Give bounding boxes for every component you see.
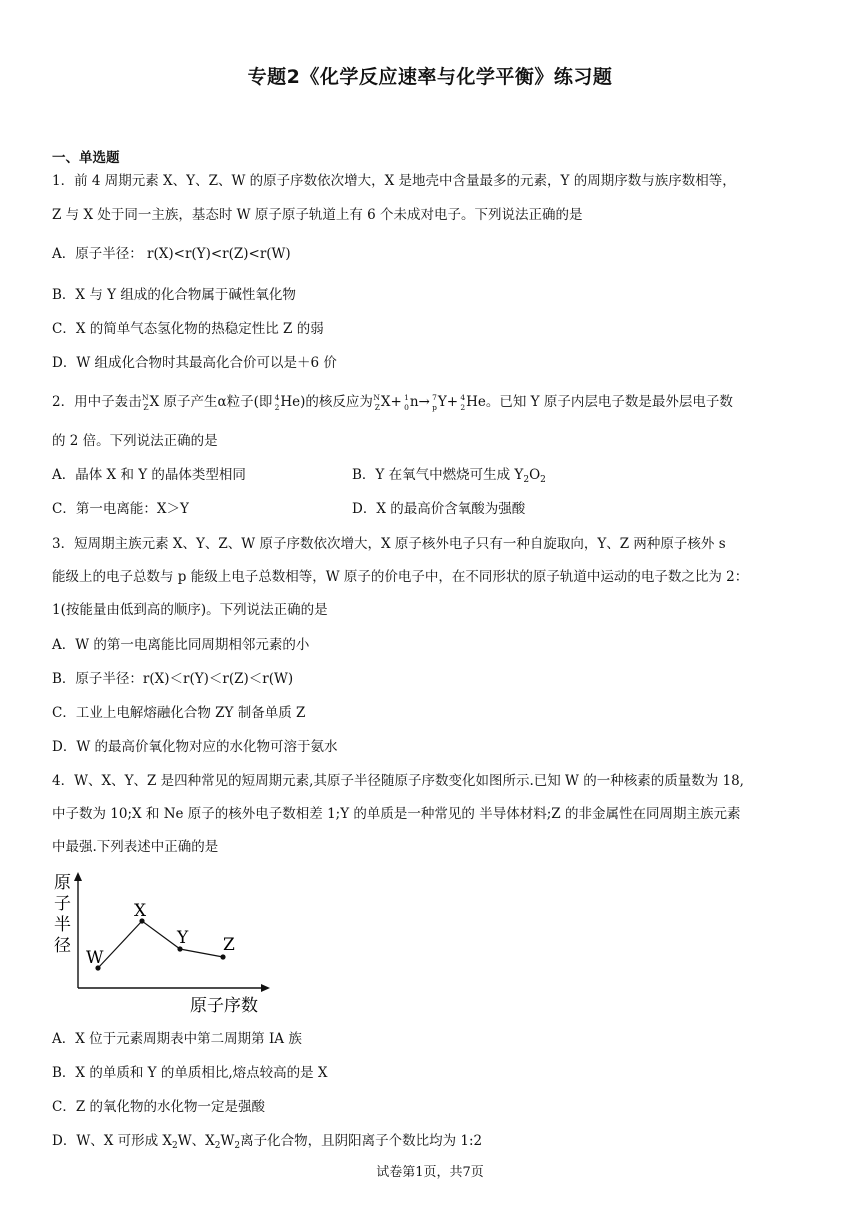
q2-option-c: C．第一电离能：X＞Y: [52, 501, 189, 517]
q3-stem-line2: 能级上的电子总数与 p 能级上电子总数相等，W 原子的价电子中，在不同形状的原子轨道中运动的电子数之比为 2：: [52, 569, 749, 585]
q4-option-d: D．W、X 可形成 $X_2W$、$X_2W_2$离子化合物，且阴阳离子个数比均为 1:2: [52, 1133, 483, 1151]
q1-stem-line1: 1．前 4 周期元素 X、Y、Z、W 的原子序数依次增大，X 是地壳中含量最多的元素，Y 的周期序数与族序数相等，: [52, 173, 736, 189]
q2-stem-line2: 的 2 倍。下列说法正确的是: [52, 433, 218, 449]
label-y: Y: [177, 928, 189, 948]
page-title: 专题2《化学反应速率与化学平衡》练习题: [247, 66, 613, 88]
q4-stem-line3: 中最强.下列表述中正确的是: [52, 839, 219, 855]
q4-option-c: C．Z 的氧化物的水化物一定是强酸: [52, 1099, 266, 1115]
q2-option-d: D．X 的最高价含氧酸为强酸: [352, 501, 526, 517]
section-heading: 一、单选题: [52, 150, 120, 166]
q3-stem-line3: 1(按能量由低到高的顺序)。下列说法正确的是: [52, 602, 328, 618]
q4-stem-line2: 中子数为 10;X 和 Ne 原子的核外电子数相差 1;Y 的单质是一种常见的 半导体材料;Z 的非金属性在同周期主族元素: [52, 806, 741, 822]
q3-option-a: A．W 的第一电离能比同周期相邻元素的小: [52, 637, 310, 653]
q1-option-d: D．W 组成化合物时其最高化合价可以是＋6 价: [52, 355, 337, 371]
point-z: [220, 954, 225, 959]
q1-stem-line2: Z 与 X 处于同一主族，基态时 W 原子原子轨道上有 6 个未成对电子。下列说法正确的是: [52, 207, 583, 223]
q1-option-b: B．X 与 Y 组成的化合物属于碱性氧化物: [52, 287, 296, 303]
y-axis-label-3: 半: [54, 915, 71, 935]
q4-option-b: B．X 的单质和 Y 的单质相比,熔点较高的是 X: [52, 1065, 328, 1081]
label-x: X: [134, 901, 147, 921]
label-z: Z: [223, 935, 235, 955]
y-axis-label-2: 子: [54, 894, 71, 914]
y-axis-label-1: 原: [54, 873, 71, 893]
q3-option-d: D．W 的最高价氧化物对应的水化物可溶于氨水: [52, 739, 338, 755]
q3-option-b: B．原子半径：r(X)＜r(Y)＜r(Z)＜r(W): [52, 671, 294, 687]
q1-option-a: A．原子半径： r(X)<r(Y)<r(Z)<r(W): [52, 246, 291, 262]
q3-option-c: C．工业上电解熔融化合物 ZY 制备单质 Z: [52, 705, 306, 721]
q1-option-c: C．X 的简单气态氢化物的热稳定性比 Z 的弱: [52, 321, 324, 337]
y-axis-label-4: 径: [54, 936, 71, 956]
q4-stem-line1: 4．W、X、Y、Z 是四种常见的短周期元素,其原子半径随原子序数变化如图所示.已知 W 的一种核素的质量数为 18,: [52, 773, 744, 789]
q2-option-a: A．晶体 X 和 Y 的晶体类型相同: [52, 467, 246, 483]
q2-stem-line1: 2．用中子轰击 N Z X 原子产生α粒子(即 4 2 He)的核反应为 N Z X+ 1 0 n→ 7 p Y+ 4 2 He。已知 Y 原子内层电子数是最外层电子数: [52, 392, 733, 412]
q3-stem-line1: 3．短周期主族元素 X、Y、Z、W 原子序数依次增大，X 原子核外电子只有一种自旋取向，Y、Z 两种原子核外 s: [52, 536, 726, 552]
q2-option-b: B．Y 在氧气中燃烧可生成 $Y_2O_2$: [352, 467, 546, 485]
label-w: W: [86, 948, 104, 968]
page-footer: 试卷第1页，共7页: [376, 1165, 484, 1180]
atomic-radius-graph: [48, 868, 278, 1018]
x-axis-label: 原子序数: [190, 996, 258, 1016]
q4-option-a: A．X 位于元素周期表中第二周期第 IA 族: [52, 1031, 302, 1047]
